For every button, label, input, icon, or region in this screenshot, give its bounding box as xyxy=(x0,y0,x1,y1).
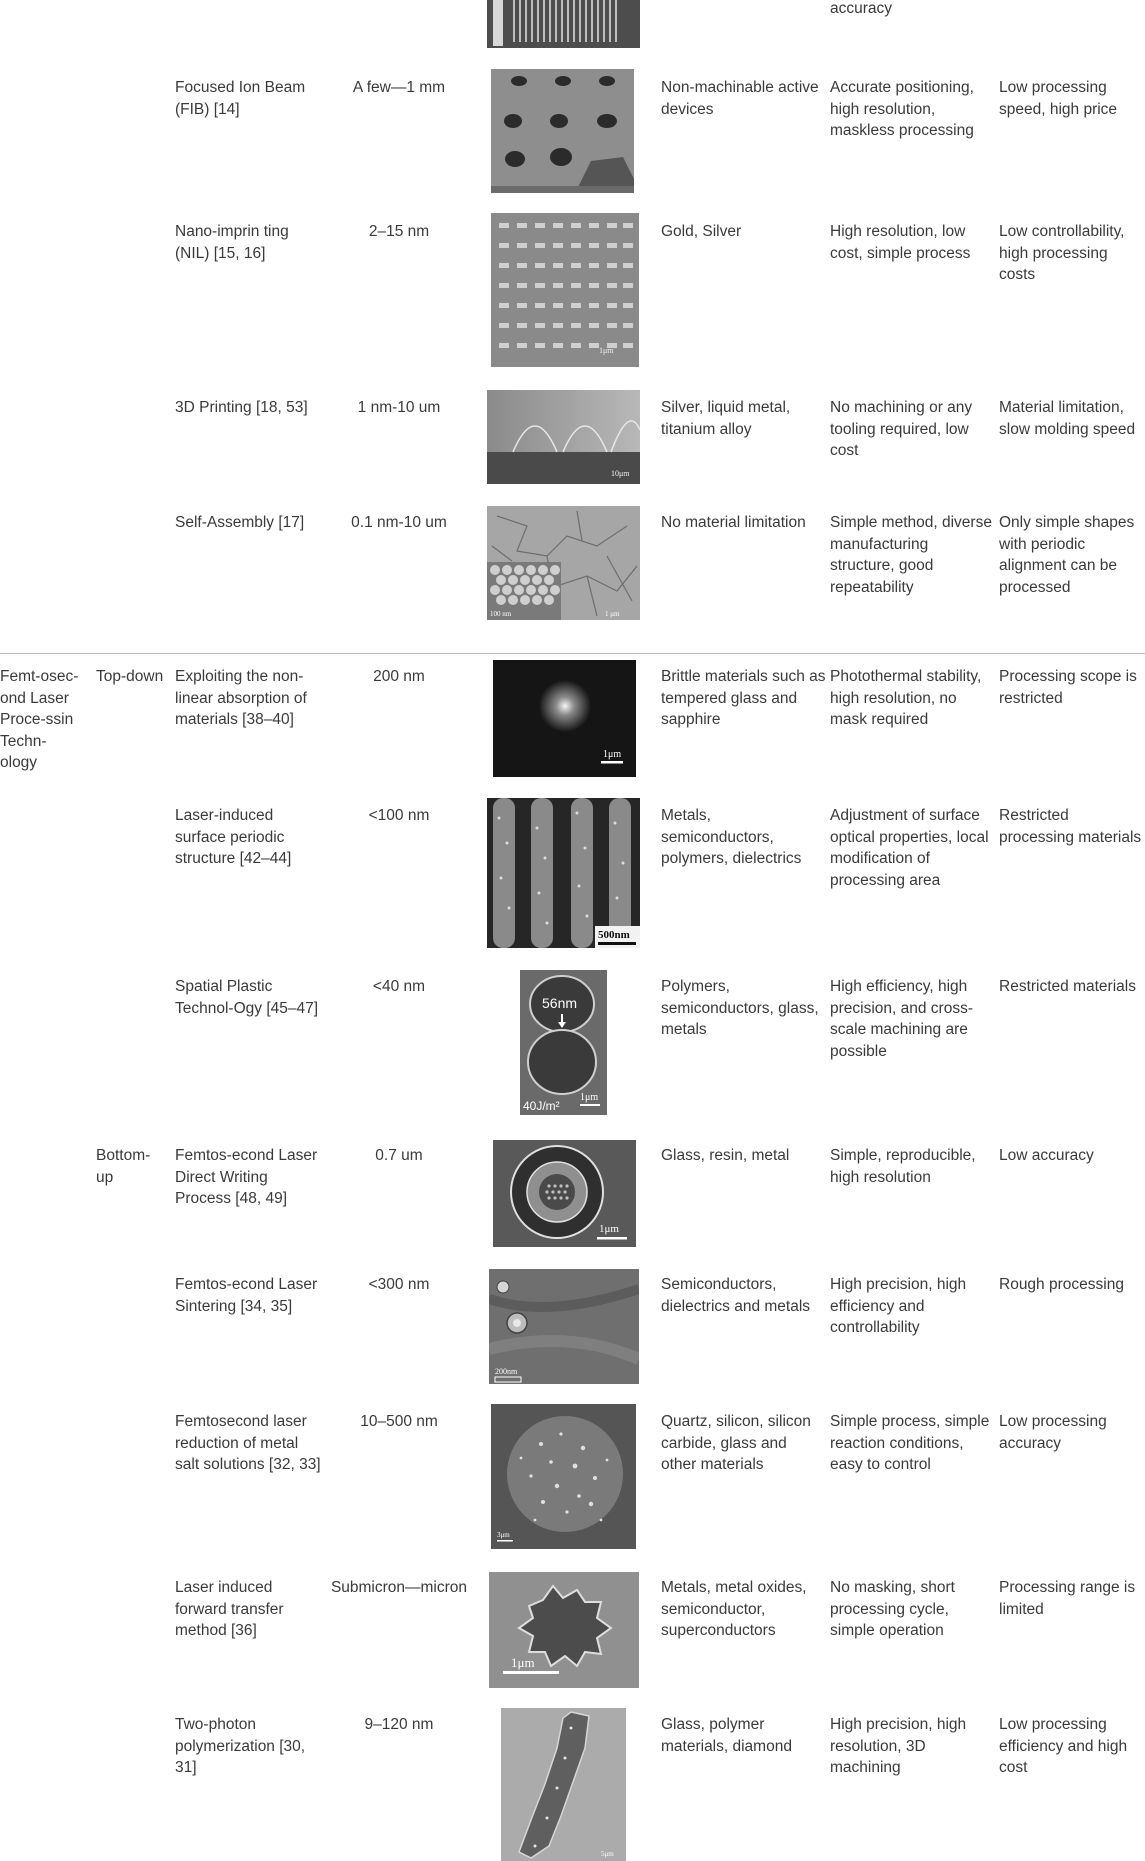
row-reduction-resolution: 10–500 nm xyxy=(360,1413,438,1430)
fib-sem-image xyxy=(491,69,634,193)
row-directwrite-resolution: 0.7 um xyxy=(375,1147,423,1164)
spatial-sem-image xyxy=(520,970,607,1115)
row-reduction-advantages: Simple process, simple reaction conditions, easy to control xyxy=(830,1413,990,1473)
row-spatial-materials: Polymers, semiconductors, glass, metals xyxy=(661,978,819,1038)
nil-sem-image xyxy=(491,213,639,367)
row-nonlinear-advantages: Photothermal stability, high resolution, no mask required xyxy=(830,668,982,728)
twophoton-scale-label: 5μm xyxy=(601,1850,614,1858)
lift-scale-label: 1μm xyxy=(511,1655,535,1670)
row-lipss-resolution: <100 nm xyxy=(368,807,430,824)
row-selfassembly-disadvantages: Only simple shapes with periodic alignment can be processed xyxy=(999,514,1135,596)
row-fib-method: Focused Ion Beam (FIB) [14] xyxy=(175,79,306,118)
selfassembly-scale-label-2: 1 μm xyxy=(605,610,620,618)
3dprint-scale-label: 10μm xyxy=(611,469,630,478)
nil-scale-label: 1μm xyxy=(599,346,614,355)
partial-sem-image-top xyxy=(487,0,640,48)
row-lipss-advantages: Adjustment of surface optical properties, local modification of processing area xyxy=(830,807,989,889)
spatial-scale-label: 1μm xyxy=(580,1092,599,1103)
row-spatial-advantages: High efficiency, high precision, and cross-scale machining are possible xyxy=(830,978,974,1060)
row-directwrite-materials: Glass, resin, metal xyxy=(661,1147,790,1164)
row-nil-disadvantages: Low controllability, high processing costs xyxy=(999,223,1125,283)
row-nonlinear-materials: Brittle materials such as tempered glass and sapphire xyxy=(661,668,826,728)
row-fib-disadvantages: Low processing speed, high price xyxy=(999,79,1118,118)
row-nonlinear-method: Exploiting the non-linear absorption of materials [38–40] xyxy=(175,668,307,728)
directwrite-sem-image xyxy=(493,1140,636,1247)
row-reduction-materials: Quartz, silicon, silicon carbide, glass and other materials xyxy=(661,1413,811,1473)
row-twophoton-disadvantages: Low processing efficiency and high cost xyxy=(999,1716,1128,1776)
row-fib-resolution: A few—1 mm xyxy=(352,79,446,96)
row-twophoton-resolution: 9–120 nm xyxy=(364,1716,434,1733)
row-lift-disadvantages: Processing range is limited xyxy=(999,1579,1136,1618)
row-nonlinear-disadvantages: Processing scope is restricted xyxy=(999,668,1137,707)
row-3dprint-method: 3D Printing [18, 53] xyxy=(175,399,308,416)
row-selfassembly-materials: No material limitation xyxy=(661,514,806,531)
row-fib-advantages: Accurate positioning, high resolution, maskless processing xyxy=(830,79,974,139)
nonlinear-sem-image xyxy=(493,660,636,777)
row-twophoton-materials: Glass, polymer materials, diamond xyxy=(661,1716,792,1755)
lipss-sem-image xyxy=(487,798,640,948)
row-direction-top-down: Top-down xyxy=(96,668,164,685)
row-sintering-materials: Semiconductors, dielectrics and metals xyxy=(661,1276,811,1315)
top-advantages-tail: accuracy xyxy=(830,0,893,17)
row-nonlinear-resolution: 200 nm xyxy=(373,668,425,685)
row-twophoton-method: Two-photon polymerization [30, 31] xyxy=(175,1716,306,1776)
row-3dprint-disadvantages: Material limitation, slow molding speed xyxy=(999,399,1136,438)
row-lift-method: Laser induced forward transfer method [36] xyxy=(175,1579,284,1639)
row-lift-materials: Metals, metal oxides, semiconductor, superconductors xyxy=(661,1579,807,1639)
row-3dprint-resolution: 1 nm-10 um xyxy=(357,399,441,416)
row-twophoton-advantages: High precision, high resolution, 3D machining xyxy=(830,1716,967,1776)
row-direction-bottom-up: Bottom-up xyxy=(96,1147,151,1186)
row-selfassembly-resolution: 0.1 nm-10 um xyxy=(351,514,447,531)
selfassembly-sem-image xyxy=(487,506,640,620)
reduction-scale-label: 3μm xyxy=(497,1531,510,1539)
row-nil-method: Nano-imprin ting (NIL) [15, 16] xyxy=(175,223,289,262)
section-divider xyxy=(0,653,1145,654)
spatial-size-label: 56nm xyxy=(542,995,578,1011)
sintering-sem-image xyxy=(489,1269,639,1384)
nonlinear-scale-label: 1μm xyxy=(603,749,622,760)
row-lipss-method: Laser-induced surface periodic structure [42–44] xyxy=(175,807,292,867)
row-sintering-advantages: High precision, high efficiency and controllability xyxy=(830,1276,967,1336)
row-sintering-disadvantages: Rough processing xyxy=(999,1276,1124,1293)
row-nil-resolution: 2–15 nm xyxy=(368,223,430,240)
row-sintering-resolution: <300 nm xyxy=(368,1276,430,1293)
row-lift-advantages: No masking, short processing cycle, simple operation xyxy=(830,1579,955,1639)
row-lift-resolution: Submicron—micron xyxy=(330,1579,468,1596)
row-lipss-materials: Metals, semiconductors, polymers, dielectrics xyxy=(661,807,802,867)
sintering-scale-label: 200nm xyxy=(495,1367,518,1376)
row-nil-materials: Gold, Silver xyxy=(661,223,742,240)
spatial-fluence-label: 40J/m² xyxy=(523,1099,560,1113)
row-3dprint-materials: Silver, liquid metal, titanium alloy xyxy=(661,399,791,438)
directwrite-scale-label: 1μm xyxy=(599,1223,619,1235)
row-reduction-disadvantages: Low processing accuracy xyxy=(999,1413,1107,1452)
lipss-scale-label: 500nm xyxy=(598,929,630,941)
row-directwrite-disadvantages: Low accuracy xyxy=(999,1147,1094,1164)
reduction-sem-image xyxy=(491,1404,636,1549)
row-spatial-disadvantages: Restricted materials xyxy=(999,978,1136,995)
row-category-femtosecond: Femt-osec-ond Laser Proce-ssin Techn-ology xyxy=(0,668,79,771)
lift-sem-image xyxy=(489,1572,639,1688)
row-fib-materials: Non-machinable active devices xyxy=(661,79,819,118)
row-spatial-method: Spatial Plastic Technol-Ogy [45–47] xyxy=(175,978,319,1017)
row-selfassembly-advantages: Simple method, diverse manufacturing structure, good repeatability xyxy=(830,514,992,596)
row-lipss-disadvantages: Restricted processing materials xyxy=(999,807,1142,846)
row-sintering-method: Femtos-econd Laser Sintering [34, 35] xyxy=(175,1276,318,1315)
row-spatial-resolution: <40 nm xyxy=(372,978,426,995)
3dprint-sem-image xyxy=(487,390,640,484)
row-directwrite-method: Femtos-econd Laser Direct Writing Process [48, 49] xyxy=(175,1147,318,1207)
row-nil-advantages: High resolution, low cost, simple process xyxy=(830,223,971,262)
row-3dprint-advantages: No machining or any tooling required, low cost xyxy=(830,399,973,459)
row-selfassembly-method: Self-Assembly [17] xyxy=(175,514,305,531)
row-directwrite-advantages: Simple, reproducible, high resolution xyxy=(830,1147,976,1186)
twophoton-sem-image xyxy=(501,1708,626,1861)
row-reduction-method: Femtosecond laser reduction of metal salt solutions [32, 33] xyxy=(175,1413,321,1473)
selfassembly-scale-label: 100 nm xyxy=(490,610,512,618)
